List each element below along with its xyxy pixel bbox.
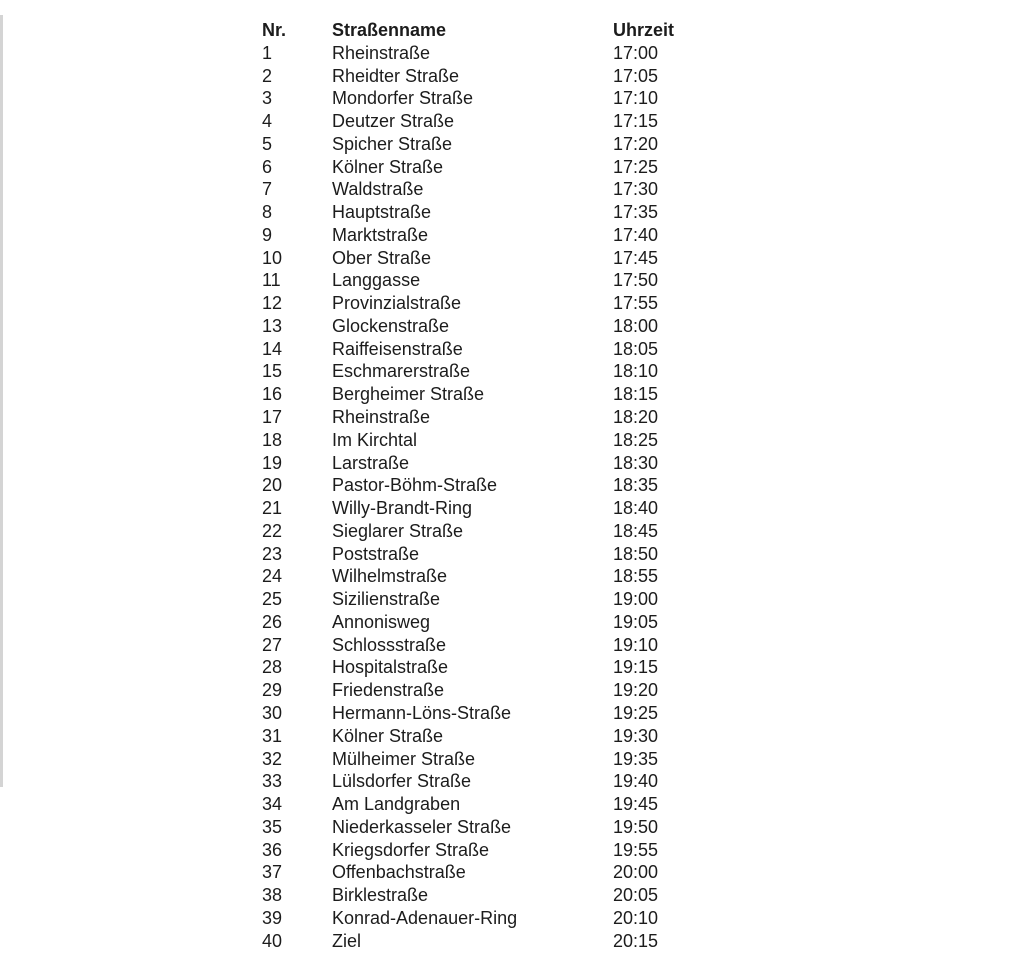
row-street-name: Kölner Straße [332, 725, 444, 746]
row-nr: 30 [262, 702, 283, 723]
row-nr: 15 [262, 361, 283, 382]
table-row [262, 474, 702, 497]
row-nr: 14 [262, 338, 283, 359]
row-time: 19:00 [613, 589, 659, 610]
table-row [262, 520, 702, 543]
row-nr: 9 [262, 224, 273, 245]
row-time: 20:00 [613, 862, 659, 883]
row-nr: 4 [262, 111, 273, 132]
row-street-name: Poststraße [332, 543, 420, 564]
table-row [262, 611, 702, 634]
table-row [262, 839, 702, 862]
table-row [262, 292, 702, 315]
table-row [262, 87, 702, 110]
table-row [262, 656, 702, 679]
row-street-name: Hospitalstraße [332, 657, 449, 678]
row-street-name: Schlossstraße [332, 634, 447, 655]
row-nr: 7 [262, 179, 273, 200]
table-row [262, 42, 702, 65]
row-time: 18:05 [613, 338, 659, 359]
row-street-name: Annonisweg [332, 611, 431, 632]
row-street-name: Friedenstraße [332, 680, 445, 701]
row-nr: 20 [262, 475, 283, 496]
row-street-name: Willy-Brandt-Ring [332, 498, 473, 519]
row-time: 18:10 [613, 361, 659, 382]
row-street-name: Spicher Straße [332, 133, 453, 154]
table-row [262, 543, 702, 566]
row-nr: 18 [262, 429, 283, 450]
row-nr: 12 [262, 293, 283, 314]
row-street-name: Langgasse [332, 270, 421, 291]
table-row [262, 269, 702, 292]
row-nr: 6 [262, 156, 273, 177]
row-street-name: Birklestraße [332, 885, 429, 906]
row-street-name: Mülheimer Straße [332, 748, 476, 769]
row-street-name: Offenbachstraße [332, 862, 466, 883]
table-row [262, 315, 702, 338]
row-nr: 35 [262, 816, 283, 837]
table-row [262, 770, 702, 793]
table-row [262, 360, 702, 383]
row-nr: 3 [262, 88, 273, 109]
row-nr: 11 [262, 270, 281, 291]
row-street-name: Kölner Straße [332, 156, 444, 177]
row-street-name: Larstraße [332, 452, 410, 473]
row-nr: 38 [262, 885, 283, 906]
row-time: 17:10 [613, 88, 659, 109]
row-time: 19:10 [613, 634, 659, 655]
table-row [262, 452, 702, 475]
row-nr: 24 [262, 566, 283, 587]
row-nr: 33 [262, 771, 283, 792]
row-time: 17:55 [613, 293, 659, 314]
row-time: 19:30 [613, 725, 659, 746]
row-time: 20:05 [613, 885, 659, 906]
row-street-name: Am Landgraben [332, 794, 461, 815]
row-nr: 2 [262, 65, 273, 86]
row-nr: 34 [262, 794, 283, 815]
table-row [262, 178, 702, 201]
row-time: 17:05 [613, 65, 659, 86]
table-row [262, 930, 702, 953]
table-row [262, 156, 702, 179]
row-street-name: Waldstraße [332, 179, 424, 200]
row-time: 18:55 [613, 566, 659, 587]
row-time: 17:30 [613, 179, 659, 200]
table-row [262, 406, 702, 429]
table-row [262, 201, 702, 224]
row-time: 19:45 [613, 794, 659, 815]
row-street-name: Bergheimer Straße [332, 384, 485, 405]
row-street-name: Eschmarerstraße [332, 361, 471, 382]
row-time: 19:15 [613, 657, 659, 678]
table-row [262, 247, 702, 270]
table-row [262, 702, 702, 725]
table-row [262, 224, 702, 247]
row-time: 19:05 [613, 611, 659, 632]
row-street-name: Niederkasseler Straße [332, 816, 512, 837]
row-street-name: Rheinstraße [332, 42, 431, 63]
row-time: 18:35 [613, 475, 659, 496]
row-street-name: Raiffeisenstraße [332, 338, 463, 359]
row-street-name: Sizilienstraße [332, 589, 441, 610]
row-nr: 27 [262, 634, 283, 655]
row-street-name: Marktstraße [332, 224, 429, 245]
row-nr: 39 [262, 907, 283, 928]
row-nr: 29 [262, 680, 283, 701]
row-nr: 8 [262, 202, 273, 223]
row-nr: 40 [262, 930, 283, 951]
row-nr: 1 [262, 42, 273, 63]
table-row [262, 338, 702, 361]
table-row [262, 497, 702, 520]
table-row [262, 679, 702, 702]
row-nr: 10 [262, 247, 283, 268]
row-time: 19:25 [613, 702, 659, 723]
row-nr: 25 [262, 589, 283, 610]
row-street-name: Hermann-Löns-Straße [332, 702, 512, 723]
table-row [262, 861, 702, 884]
row-time: 18:50 [613, 543, 659, 564]
row-street-name: Glockenstraße [332, 315, 450, 336]
row-street-name: Mondorfer Straße [332, 88, 474, 109]
table-row [262, 383, 702, 406]
row-street-name: Kriegsdorfer Straße [332, 839, 490, 860]
row-time: 19:40 [613, 771, 659, 792]
row-time: 18:40 [613, 498, 659, 519]
row-nr: 21 [262, 498, 283, 519]
row-nr: 31 [262, 725, 283, 746]
table-row [262, 588, 702, 611]
row-time: 20:15 [613, 930, 659, 951]
header-time: Uhrzeit [613, 20, 675, 40]
row-time: 19:35 [613, 748, 659, 769]
row-nr: 5 [262, 133, 273, 154]
row-street-name: Deutzer Straße [332, 111, 455, 132]
row-street-name: Lülsdorfer Straße [332, 771, 472, 792]
row-nr: 16 [262, 384, 283, 405]
row-time: 17:35 [613, 202, 659, 223]
row-time: 18:15 [613, 384, 659, 405]
row-nr: 23 [262, 543, 283, 564]
row-time: 17:00 [613, 42, 659, 63]
header-street-name: Straßenname [332, 20, 447, 40]
row-street-name: Provinzialstraße [332, 293, 462, 314]
row-time: 18:30 [613, 452, 659, 473]
row-time: 19:20 [613, 680, 659, 701]
table-row [262, 748, 702, 771]
table-row [262, 634, 702, 657]
table-row [262, 133, 702, 156]
table-row [262, 565, 702, 588]
page-edge-shadow [0, 15, 3, 787]
row-nr: 17 [262, 407, 283, 428]
row-nr: 26 [262, 611, 283, 632]
table-row [262, 907, 702, 930]
table-body [262, 42, 702, 953]
row-nr: 22 [262, 520, 283, 541]
row-street-name: Ober Straße [332, 247, 432, 268]
row-time: 17:20 [613, 133, 659, 154]
row-street-name: Im Kirchtal [332, 429, 418, 450]
table-row [262, 816, 702, 839]
row-street-name: Ziel [332, 930, 362, 951]
row-street-name: Rheinstraße [332, 407, 431, 428]
row-street-name: Pastor-Böhm-Straße [332, 475, 498, 496]
table-header-row [262, 19, 702, 42]
row-time: 18:20 [613, 407, 659, 428]
row-time: 17:45 [613, 247, 659, 268]
row-time: 19:50 [613, 816, 659, 837]
row-nr: 28 [262, 657, 283, 678]
table-row [262, 65, 702, 88]
table-row [262, 429, 702, 452]
table-row [262, 793, 702, 816]
row-time: 18:45 [613, 520, 659, 541]
table-row [262, 884, 702, 907]
table-row [262, 725, 702, 748]
row-nr: 13 [262, 315, 283, 336]
row-nr: 36 [262, 839, 283, 860]
row-time: 17:50 [613, 270, 659, 291]
row-street-name: Konrad-Adenauer-Ring [332, 907, 518, 928]
row-time: 18:00 [613, 315, 659, 336]
row-time: 17:15 [613, 111, 659, 132]
row-street-name: Sieglarer Straße [332, 520, 464, 541]
row-street-name: Hauptstraße [332, 202, 432, 223]
row-street-name: Wilhelmstraße [332, 566, 448, 587]
row-street-name: Rheidter Straße [332, 65, 460, 86]
row-time: 18:25 [613, 429, 659, 450]
row-nr: 37 [262, 862, 283, 883]
row-nr: 19 [262, 452, 283, 473]
row-time: 17:25 [613, 156, 659, 177]
row-time: 19:55 [613, 839, 659, 860]
row-nr: 32 [262, 748, 283, 769]
table-row [262, 110, 702, 133]
route-schedule-table [262, 19, 702, 952]
header-nr: Nr. [262, 20, 287, 40]
row-time: 17:40 [613, 224, 659, 245]
row-time: 20:10 [613, 907, 659, 928]
